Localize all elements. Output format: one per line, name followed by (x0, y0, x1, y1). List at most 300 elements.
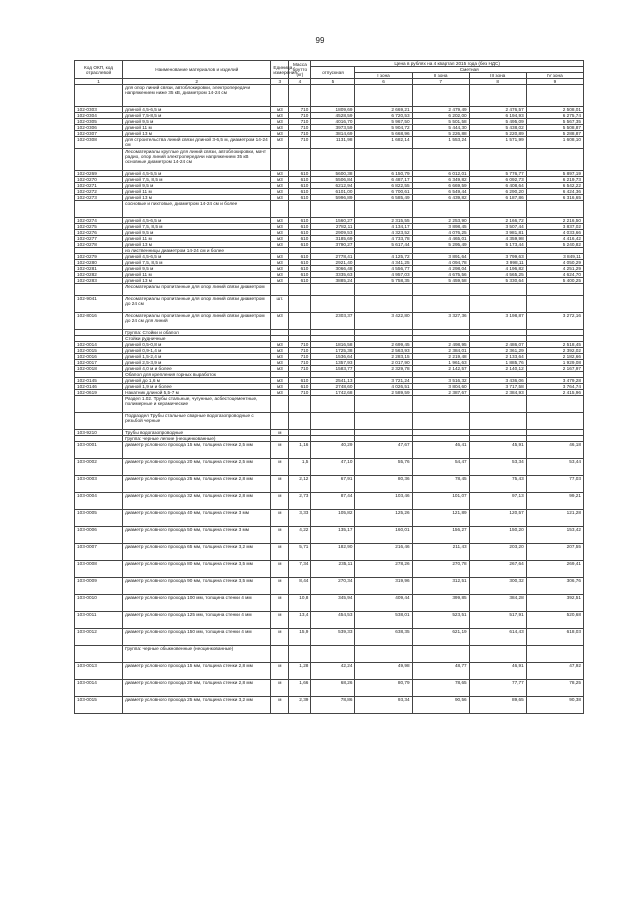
item-price-zone-3: 614,43 (469, 629, 526, 646)
item-price-zone-2: 4 675,56 (412, 272, 469, 278)
item-code: 103-0010 (75, 595, 123, 612)
item-price-zone-1: 2 563,93 (355, 348, 412, 354)
item-name: диаметр условного прохода 25 мм, толщина стенки 3,2 мм (123, 697, 271, 714)
item-code: 102-0274 (75, 218, 123, 224)
item-release-price: 2303,37 (311, 313, 355, 330)
item-unit: м3 (271, 189, 289, 195)
item-release-price: 235,11 (311, 561, 355, 578)
item-release-price: 3185,69 (311, 236, 355, 242)
item-mass: 610 (289, 272, 311, 278)
item-mass: 610 (289, 230, 311, 236)
item-code (75, 413, 123, 430)
item-unit: м (271, 680, 289, 697)
item-name: диаметр условного прохода 32 мм, толщина стенки 2,8 мм (123, 493, 271, 510)
item-mass: 710 (289, 113, 311, 119)
table-row (75, 561, 584, 578)
item-mass: 10,8 (289, 595, 311, 612)
item-price-zone-3: 150,20 (469, 527, 526, 544)
item-price-zone-1: 216,46 (355, 544, 412, 561)
item-name: длиной 1,9 м и более (123, 384, 271, 390)
item-name: Трубы водогазопроводные (123, 430, 271, 436)
item-price-zone-2: 101,07 (412, 493, 469, 510)
item-price-zone-4: 77,03 (526, 476, 583, 493)
item-mass (289, 149, 311, 171)
item-mass: 1,5 (289, 459, 311, 476)
item-mass (289, 284, 311, 296)
item-release-price: 2541,13 (311, 378, 355, 384)
item-unit: м3 (271, 195, 289, 201)
table-row (75, 296, 584, 313)
item-code: 102-0305 (75, 119, 123, 125)
item-mass: 13,4 (289, 612, 311, 629)
item-price-zone-3: 3 981,81 (469, 230, 526, 236)
item-price-zone-1: 2 329,78 (355, 366, 412, 372)
item-price-zone-3: 3 998,11 (469, 260, 526, 266)
item-code: 103-0011 (75, 612, 123, 629)
item-mass (289, 85, 311, 107)
item-code (75, 85, 123, 107)
item-price-zone-2: 3 516,32 (412, 378, 469, 384)
item-unit: м (271, 459, 289, 476)
item-release-price: 2748,60 (311, 384, 355, 390)
item-release-price: 67,91 (311, 476, 355, 493)
item-price-zone-1: 4 323,52 (355, 230, 412, 236)
item-unit (271, 284, 289, 296)
item-price-zone-2: 2 253,90 (412, 218, 469, 224)
item-price-zone-1: 3 422,80 (355, 313, 412, 330)
item-code: 103-0004 (75, 493, 123, 510)
item-name: диаметр условного прохода 20 мм, толщина стенки 2,8 мм (123, 680, 271, 697)
item-price-zone-1: 278,26 (355, 561, 412, 578)
item-price-zone-4: 4 050,29 (526, 260, 583, 266)
item-code: 102-0279 (75, 254, 123, 260)
item-price-zone-2 (412, 284, 469, 296)
item-price-zone-4: 5 400,25 (526, 278, 583, 284)
item-release-price: 454,53 (311, 612, 355, 629)
item-price-zone-3: 2 133,64 (469, 354, 526, 360)
table-row (75, 201, 584, 218)
item-mass: 1,66 (289, 680, 311, 697)
item-price-zone-1 (355, 413, 412, 430)
item-price-zone-3: 6 290,20 (469, 189, 526, 195)
item-price-zone-4: 153,42 (526, 527, 583, 544)
item-price-zone-4: 269,41 (526, 561, 583, 578)
item-release-price: 2782,11 (311, 224, 355, 230)
item-price-zone-2: 523,51 (412, 612, 469, 629)
item-unit (271, 149, 289, 171)
header-name: Наименование материалов и изделий (123, 61, 271, 79)
item-price-zone-4: 6 316,65 (526, 195, 583, 201)
item-code: 103-0012 (75, 629, 123, 646)
item-code: 102-0269 (75, 171, 123, 177)
item-release-price: 270,34 (311, 578, 355, 595)
item-mass: 710 (289, 131, 311, 137)
item-unit: м3 (271, 390, 289, 396)
item-price-zone-1: 103,46 (355, 493, 412, 510)
item-price-zone-1: 80,79 (355, 680, 412, 697)
item-name: длиной 9,5 м (123, 119, 271, 125)
item-release-price: 1536,64 (311, 354, 355, 360)
item-unit: м (271, 476, 289, 493)
item-price-zone-3: 517,91 (469, 612, 526, 629)
item-mass: 710 (289, 119, 311, 125)
item-code: 102-0271 (75, 183, 123, 189)
item-code: 102-0016 (75, 354, 123, 360)
item-code: 103-0006 (75, 527, 123, 544)
item-price-zone-4: 46,18 (526, 442, 583, 459)
item-price-zone-3: 75,43 (469, 476, 526, 493)
item-name: длиной до 1,6 м (123, 378, 271, 384)
item-price-zone-4 (526, 201, 583, 218)
item-name: диаметр условного прохода 20 мм, толщина стенки 2,5 мм (123, 459, 271, 476)
item-price-zone-2 (412, 296, 469, 313)
item-price-zone-1: 5 758,35 (355, 278, 412, 284)
item-mass: 610 (289, 195, 311, 201)
item-unit: м3 (271, 342, 289, 348)
item-code: 102-0017 (75, 360, 123, 366)
item-price-zone-4: 207,55 (526, 544, 583, 561)
item-price-zone-1: 5 617,44 (355, 242, 412, 248)
table-row (75, 663, 584, 680)
item-price-zone-1 (355, 201, 412, 218)
header-zone-2: II зона (412, 73, 469, 79)
item-name: Накатник длиной 5,5-7 м (123, 390, 271, 396)
item-name: сосновые и пихтовые, диаметром 14-24 см и более (123, 201, 271, 218)
item-mass: 2,39 (289, 697, 311, 714)
item-code: 102-0277 (75, 236, 123, 242)
item-unit: м3 (271, 224, 289, 230)
item-price-zone-3: 89,65 (469, 697, 526, 714)
item-name: диаметр условного прохода 80 мм, толщина стенки 3,5 мм (123, 561, 271, 578)
item-release-price: 47,10 (311, 459, 355, 476)
item-price-zone-2: 54,47 (412, 459, 469, 476)
item-mass (289, 396, 311, 413)
item-price-zone-1: 2 017,90 (355, 360, 412, 366)
item-unit (271, 396, 289, 413)
item-price-zone-3: 3 717,58 (469, 384, 526, 390)
item-release-price: 3885,24 (311, 278, 355, 284)
item-unit (271, 201, 289, 218)
item-price-zone-1: 4 125,72 (355, 254, 412, 260)
item-name: Лесоматериалы круглые для линий связи, автоблокировки, мачт радио, опор линий электропередачи напряжением 35 кВ основные диаметром 14-24 см (123, 149, 271, 171)
item-release-price: 1560,27 (311, 218, 355, 224)
item-mass: 610 (289, 266, 311, 272)
item-name: диаметр условного прохода 50 мм, толщина стенки 3 мм (123, 527, 271, 544)
item-price-zone-4: 6 219,73 (526, 177, 583, 183)
item-price-zone-3 (469, 201, 526, 218)
item-name: из лиственницы диаметром 14-24 см и более (123, 248, 271, 254)
item-release-price: 345,94 (311, 595, 355, 612)
item-name: длиной 11 м (123, 125, 271, 131)
item-mass: 4,22 (289, 527, 311, 544)
item-unit: м3 (271, 107, 289, 113)
item-price-zone-4: 3 837,02 (526, 224, 583, 230)
item-price-zone-4: 5 567,35 (526, 119, 583, 125)
item-release-price: 40,29 (311, 442, 355, 459)
item-price-zone-1: 6 487,17 (355, 177, 412, 183)
item-price-zone-1: 6 150,79 (355, 171, 412, 177)
item-release-price: 1809,69 (311, 107, 355, 113)
item-price-zone-1 (355, 396, 412, 413)
item-name: диаметр условного прохода 90 мм, толщина стенки 3,5 мм (123, 578, 271, 595)
item-price-zone-1: 5 668,96 (355, 131, 412, 137)
item-code: 102-0270 (75, 177, 123, 183)
item-price-zone-4: 78,25 (526, 680, 583, 697)
item-unit: м3 (271, 125, 289, 131)
item-unit: м3 (271, 113, 289, 119)
item-price-zone-4: 3 849,11 (526, 254, 583, 260)
item-price-zone-3: 5 776,77 (469, 171, 526, 177)
item-price-zone-4: 53,44 (526, 459, 583, 476)
item-price-zone-2: 46,41 (412, 442, 469, 459)
item-release-price (311, 646, 355, 663)
item-price-zone-4: 1 608,10 (526, 137, 583, 149)
item-price-zone-4: 2 415,96 (526, 390, 583, 396)
item-code: 102-0307 (75, 131, 123, 137)
item-price-zone-1: 93,34 (355, 697, 412, 714)
item-unit: м (271, 561, 289, 578)
item-code: 103-0013 (75, 663, 123, 680)
item-price-zone-2: 4 094,78 (412, 260, 469, 266)
item-release-price: 5506,84 (311, 177, 355, 183)
item-unit: м (271, 510, 289, 527)
item-price-zone-2: 4 076,25 (412, 230, 469, 236)
item-price-zone-1: 4 341,25 (355, 260, 412, 266)
item-price-zone-3: 6 194,93 (469, 113, 526, 119)
item-mass (289, 413, 311, 430)
item-unit: м (271, 493, 289, 510)
item-code: 103-0015 (75, 697, 123, 714)
item-price-zone-3 (469, 284, 526, 296)
item-price-zone-3: 267,64 (469, 561, 526, 578)
item-release-price: 2778,41 (311, 254, 355, 260)
item-code (75, 284, 123, 296)
item-release-price (311, 284, 355, 296)
item-price-zone-4: 5 508,87 (526, 125, 583, 131)
item-price-zone-2 (412, 396, 469, 413)
item-price-zone-3: 5 495,09 (469, 119, 526, 125)
item-price-zone-1: 125,26 (355, 510, 412, 527)
item-code: 103-0003 (75, 476, 123, 493)
item-price-zone-3: 2 140,12 (469, 366, 526, 372)
item-release-price: 1742,68 (311, 390, 355, 396)
item-unit: м (271, 578, 289, 595)
item-price-zone-2: 3 804,60 (412, 384, 469, 390)
item-code (75, 149, 123, 171)
item-unit: м3 (271, 236, 289, 242)
item-mass: 610 (289, 254, 311, 260)
item-price-zone-2: 6 669,59 (412, 183, 469, 189)
item-name: длиной 13 м (123, 278, 271, 284)
item-mass: 2,12 (289, 476, 311, 493)
item-code: 102-8016 (75, 313, 123, 330)
item-price-zone-4 (526, 646, 583, 663)
item-price-zone-4 (526, 284, 583, 296)
item-price-zone-2: 621,19 (412, 629, 469, 646)
table-row (75, 493, 584, 510)
item-price-zone-1 (355, 646, 412, 663)
item-price-zone-1: 2 589,59 (355, 390, 412, 396)
item-release-price: 68,26 (311, 680, 355, 697)
item-release-price: 4528,59 (311, 113, 355, 119)
item-mass: 610 (289, 260, 311, 266)
item-code: 102-0272 (75, 189, 123, 195)
item-release-price (311, 413, 355, 430)
item-name: длиной 2,5-3,9 м (123, 360, 271, 366)
item-price-zone-3 (469, 85, 526, 107)
item-unit (271, 413, 289, 430)
item-mass: 610 (289, 189, 311, 195)
item-mass: 610 (289, 183, 311, 189)
item-name: Стойки рудничные (123, 336, 271, 342)
item-price-zone-1: 55,76 (355, 459, 412, 476)
item-mass: 610 (289, 236, 311, 242)
item-code: 103-0007 (75, 544, 123, 561)
item-name: диаметр условного прохода 100 мм, толщина стенки 4 мм (123, 595, 271, 612)
item-price-zone-1 (355, 149, 412, 171)
item-mass: 3,33 (289, 510, 311, 527)
table-row (75, 612, 584, 629)
item-price-zone-4: 2 182,66 (526, 354, 583, 360)
table-row (75, 629, 584, 646)
item-unit: м3 (271, 313, 289, 330)
item-unit: м3 (271, 278, 289, 284)
item-price-zone-3: 2 476,57 (469, 107, 526, 113)
item-release-price (311, 396, 355, 413)
item-release-price (311, 296, 355, 313)
item-name: диаметр условного прохода 125 мм, толщина стенки 4 мм (123, 612, 271, 629)
item-release-price: 2921,40 (311, 260, 355, 266)
table-row (75, 680, 584, 697)
item-price-zone-4: 392,51 (526, 595, 583, 612)
item-name: длиной 13 м (123, 131, 271, 137)
item-price-zone-1: 2 669,21 (355, 107, 412, 113)
item-price-zone-4: 2 216,50 (526, 218, 583, 224)
item-price-zone-3 (469, 646, 526, 663)
item-name: длиной 11 м (123, 236, 271, 242)
item-name: длиной 7,5, 8,5 м (123, 177, 271, 183)
item-price-zone-3: 3 799,63 (469, 254, 526, 260)
item-mass (289, 296, 311, 313)
item-price-zone-3: 4 196,82 (469, 266, 526, 272)
item-price-zone-2: 3 327,36 (412, 313, 469, 330)
item-release-price: 42,24 (311, 663, 355, 680)
item-mass: 610 (289, 242, 311, 248)
item-name: длиной 1,5-2,4 м (123, 354, 271, 360)
item-price-zone-2: 270,78 (412, 561, 469, 578)
item-code: 102-0146 (75, 384, 123, 390)
item-unit: м (271, 697, 289, 714)
item-price-zone-2: 4 298,04 (412, 266, 469, 272)
item-release-price: 1816,58 (311, 342, 355, 348)
item-unit: м3 (271, 378, 289, 384)
item-price-zone-3: 203,20 (469, 544, 526, 561)
item-code: 102-0281 (75, 266, 123, 272)
item-price-zone-3: 1 571,99 (469, 137, 526, 149)
item-price-zone-3: 3 198,87 (469, 313, 526, 330)
item-name: диаметр условного прохода 15 мм, толщина стенки 2,8 мм (123, 663, 271, 680)
header-zone-4: IV зона (526, 73, 583, 79)
item-price-zone-3: 5 220,89 (469, 131, 526, 137)
item-code: 102-0304 (75, 113, 123, 119)
item-price-zone-4: 6 542,22 (526, 183, 583, 189)
item-price-zone-1 (355, 284, 412, 296)
item-price-zone-4: 6 275,74 (526, 113, 583, 119)
item-price-zone-2: 5 444,30 (412, 125, 469, 131)
item-mass: 1,28 (289, 663, 311, 680)
item-unit: м (271, 629, 289, 646)
item-release-price: 6212,94 (311, 183, 355, 189)
column-index: 1 (75, 79, 123, 85)
item-name: длиной 4,5-6,5 м (123, 218, 271, 224)
item-name: Обапол для крепления горных выработок (123, 372, 271, 378)
item-release-price: 1131,98 (311, 137, 355, 149)
item-price-zone-3: 5 173,44 (469, 242, 526, 248)
item-name: диаметр условного прохода 40 мм, толщина стенки 3 мм (123, 510, 271, 527)
item-unit (271, 85, 289, 107)
item-price-zone-1: 5 967,50 (355, 119, 412, 125)
table-row (75, 476, 584, 493)
item-release-price: 5600,38 (311, 171, 355, 177)
table-row (75, 442, 584, 459)
item-price-zone-3: 3 507,44 (469, 224, 526, 230)
item-release-price: 1583,77 (311, 366, 355, 372)
item-mass: 710 (289, 366, 311, 372)
item-mass: 710 (289, 342, 311, 348)
item-price-zone-2: 4 465,01 (412, 236, 469, 242)
item-price-zone-4: 90,38 (526, 697, 583, 714)
item-price-zone-1: 49,98 (355, 663, 412, 680)
item-price-zone-2: 312,51 (412, 578, 469, 595)
item-release-price: 3814,69 (311, 131, 355, 137)
table-row (75, 413, 584, 430)
item-price-zone-4: 3 764,74 (526, 384, 583, 390)
item-price-zone-4: 306,76 (526, 578, 583, 595)
item-release-price: 105,82 (311, 510, 355, 527)
item-price-zone-2: 5 459,58 (412, 278, 469, 284)
item-name: длиной 11 м (123, 272, 271, 278)
item-mass: 610 (289, 378, 311, 384)
table-row (75, 578, 584, 595)
item-name: для строительства линий связи длиной 3-6,5 м, диаметром 14-24 см (123, 137, 271, 149)
header-unit: Единица измерения (271, 61, 289, 79)
item-price-zone-2: 6 202,00 (412, 113, 469, 119)
item-price-zone-1 (355, 85, 412, 107)
item-price-zone-2: 2 387,67 (412, 390, 469, 396)
table-row (75, 137, 584, 149)
table-row (75, 595, 584, 612)
header-code: Код ОКП, код отраслевой (75, 61, 123, 79)
item-price-zone-2: 6 439,82 (412, 195, 469, 201)
item-price-zone-1: 80,36 (355, 476, 412, 493)
header-zone-1: I зона (355, 73, 412, 79)
item-price-zone-4: 2 518,45 (526, 342, 583, 348)
item-price-zone-4: 4 033,66 (526, 230, 583, 236)
item-code: 102-9041 (75, 296, 123, 313)
item-price-zone-3: 77,77 (469, 680, 526, 697)
item-mass: 710 (289, 390, 311, 396)
price-table (74, 60, 584, 714)
item-mass: 710 (289, 360, 311, 366)
table-row (75, 313, 584, 330)
item-name: для опор линий связи, автоблокировки, электропередачи напряжением ниже 35 кВ, диаметром 14-24 см (123, 85, 271, 107)
header-zone-3: III зона (469, 73, 526, 79)
column-index: 5 (311, 79, 355, 85)
item-unit: м (271, 442, 289, 459)
item-price-zone-3 (469, 149, 526, 171)
item-price-zone-4: 1 929,08 (526, 360, 583, 366)
item-code: 102-0303 (75, 107, 123, 113)
